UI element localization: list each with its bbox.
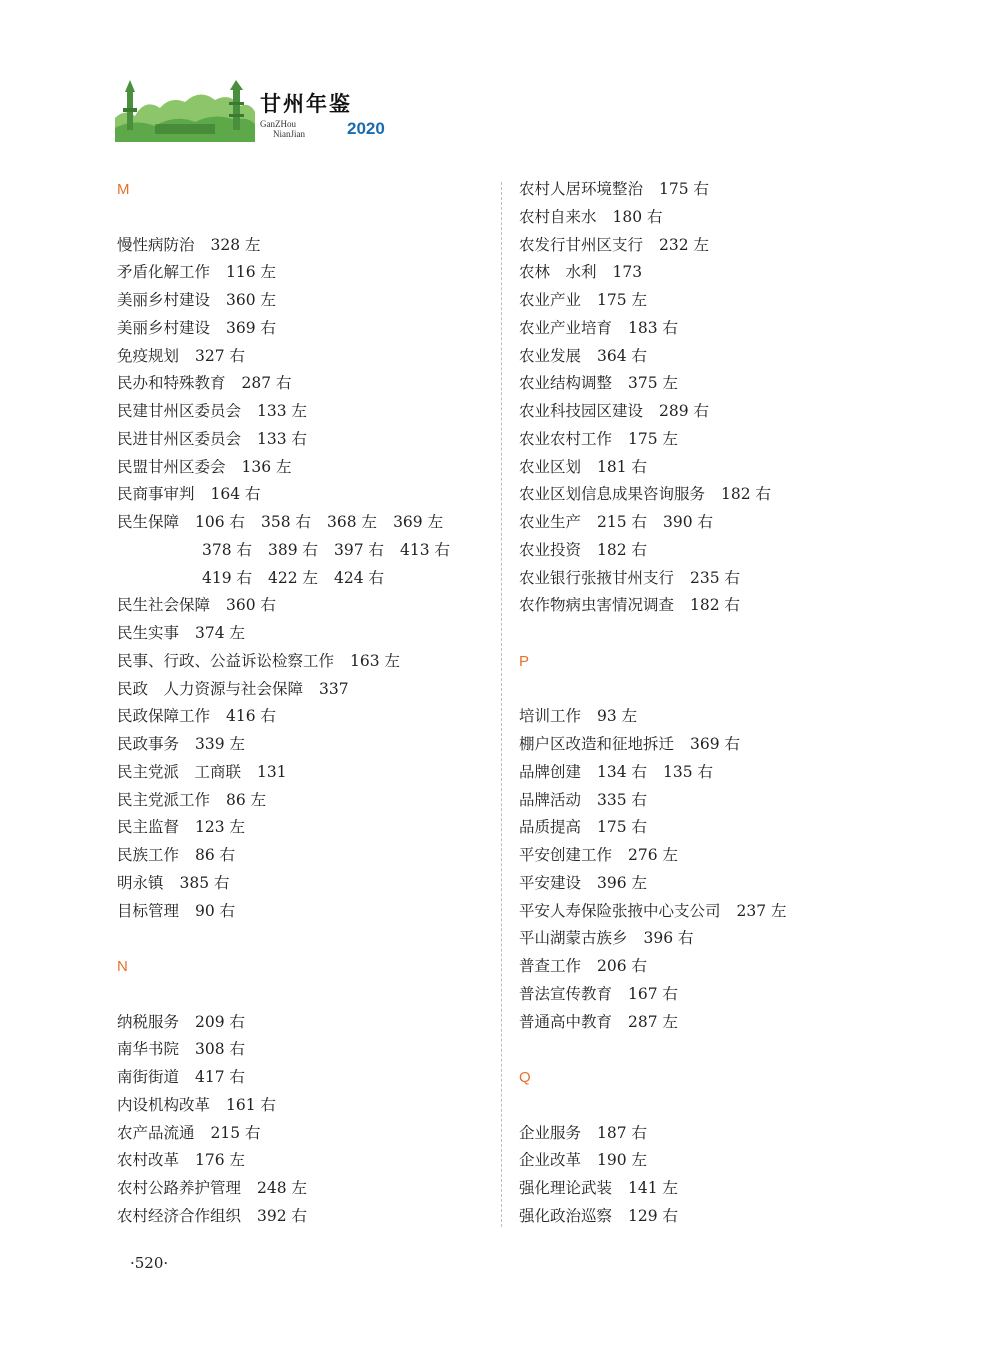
page-reference: 215 右 [210, 1123, 261, 1142]
index-term: 品牌活动 [519, 790, 582, 809]
page-reference: 369 右 [690, 735, 741, 753]
index-entry [519, 204, 959, 232]
index-term: 农发行甘州区支行 [519, 235, 644, 254]
index-term: 农业发展 [519, 346, 582, 365]
index-term: 民建甘州区委员会 [117, 402, 242, 420]
page-reference: 417 右 [195, 1068, 246, 1086]
yearbook-year: 2020 [347, 119, 385, 138]
yearbook-title-en-1: GanZHou [260, 119, 296, 129]
index-entry [519, 176, 959, 204]
index-term: 棚户区改造和征地拆迁 [519, 735, 675, 753]
index-entry [117, 842, 497, 870]
index-entry [117, 1092, 497, 1120]
index-entry [519, 870, 959, 898]
index-entry [519, 759, 959, 787]
page-reference: 136 左 [241, 457, 292, 476]
index-column-left [117, 176, 497, 1231]
page-reference: 339 左 [195, 735, 246, 753]
index-entry [519, 1147, 959, 1175]
index-entry [519, 481, 959, 509]
index-entry [519, 703, 959, 731]
index-term: 企业改革 [519, 1151, 582, 1170]
column-divider [501, 182, 502, 1227]
index-term: 普查工作 [519, 957, 582, 975]
page-reference: 164 右 [210, 485, 261, 504]
index-entry [519, 259, 959, 287]
page-reference: 368 左 [327, 513, 378, 531]
page-reference: 181 右 [597, 457, 648, 476]
index-entry [519, 814, 959, 842]
yearbook-title-cn: 甘州年鉴 [260, 91, 352, 116]
index-entry [519, 1009, 959, 1037]
page-reference: 86 右 [195, 846, 236, 864]
page-reference: 215 右 [597, 513, 648, 531]
index-term: 免疫规划 [117, 346, 180, 365]
index-entry [519, 1175, 959, 1203]
index-entry [117, 814, 497, 842]
index-term: 平安创建工作 [519, 846, 613, 864]
page-reference: 424 右 [334, 568, 385, 587]
page-reference: 419 右 [202, 568, 253, 587]
page-reference: 182 右 [690, 596, 741, 615]
section-entries [519, 176, 959, 620]
section-entries [519, 703, 959, 1036]
index-term: 南华书院 [117, 1040, 180, 1059]
index-entry [117, 1064, 497, 1092]
page-reference: 175 右 [597, 818, 648, 837]
page-reference: 135 右 [663, 762, 714, 781]
page-reference: 232 左 [659, 235, 710, 254]
index-term: 普通高中教育 [519, 1012, 613, 1031]
index-entry [117, 676, 497, 704]
index-entry [117, 1120, 497, 1148]
index-term: 民事、行政、公益诉讼检察工作 [117, 651, 335, 670]
page-reference: 134 右 [597, 762, 648, 781]
yearbook-title-en-2: NianJian [273, 129, 305, 139]
section-entries [117, 1009, 497, 1231]
index-entry [117, 481, 497, 509]
index-term: 农业农村工作 [519, 429, 613, 448]
page-reference: 385 右 [179, 873, 230, 892]
index-term: 农产品流通 [117, 1123, 195, 1142]
page-reference: 237 左 [736, 901, 787, 920]
index-entry [519, 426, 959, 454]
page-reference: 369 右 [226, 318, 277, 337]
page-reference: 335 右 [597, 790, 648, 809]
index-entry [117, 1009, 497, 1037]
index-entry [117, 1175, 497, 1203]
index-entry [519, 898, 959, 926]
index-entry [519, 537, 959, 565]
page-reference: 248 左 [257, 1179, 308, 1197]
index-term: 民政事务 [117, 735, 180, 753]
index-entry [519, 842, 959, 870]
page-header [115, 78, 415, 144]
index-term: 平安建设 [519, 873, 582, 892]
page-reference: 133 左 [257, 402, 308, 420]
index-entry [117, 703, 497, 731]
index-entry-continuation [117, 565, 497, 593]
page-reference: 106 右 [195, 513, 246, 531]
index-entry [117, 509, 497, 537]
index-entry [117, 259, 497, 287]
page-reference: 190 左 [597, 1151, 648, 1170]
page-reference: 327 右 [195, 346, 246, 365]
index-term: 民生保障 [117, 513, 180, 531]
page-reference: 123 左 [195, 818, 246, 837]
index-term: 民办和特殊教育 [117, 374, 226, 393]
index-term: 民主监督 [117, 818, 180, 837]
page-reference: 287 左 [628, 1012, 679, 1031]
page-reference: 86 左 [226, 790, 267, 809]
index-entry [117, 287, 497, 315]
index-column-right [519, 176, 959, 1231]
page-reference: 289 右 [659, 402, 710, 420]
index-entry [519, 592, 959, 620]
page-reference: 422 左 [268, 568, 319, 587]
section-letter: N [117, 958, 128, 975]
page-reference: 182 右 [597, 540, 648, 559]
page-reference: 360 左 [226, 291, 277, 309]
page-reference: 206 右 [597, 957, 648, 975]
index-term: 民主党派 工商联 [117, 762, 242, 781]
index-term: 农村经济合作组织 [117, 1206, 242, 1225]
index-entry [519, 731, 959, 759]
page-reference: 276 左 [628, 846, 679, 864]
index-term: 明永镇 [117, 873, 164, 892]
index-entry [519, 925, 959, 953]
page-reference: 175 右 [659, 180, 710, 198]
index-term: 普法宣传教育 [519, 984, 613, 1003]
index-entry [117, 759, 497, 787]
section-letter: M [117, 181, 130, 198]
page-reference: 235 右 [690, 568, 741, 587]
index-entry [519, 1203, 959, 1231]
index-term: 农业区划信息成果咨询服务 [519, 485, 706, 504]
index-entry [117, 315, 497, 343]
index-term: 美丽乡村建设 [117, 318, 211, 337]
index-term: 农村改革 [117, 1151, 180, 1170]
page-reference: 396 左 [597, 873, 648, 892]
index-term: 民主党派工作 [117, 790, 211, 809]
index-term: 民进甘州区委员会 [117, 429, 242, 448]
page-reference: 416 右 [226, 707, 277, 726]
index-term: 强化政治巡察 [519, 1206, 613, 1225]
index-entry [117, 370, 497, 398]
page-reference: 364 右 [597, 346, 648, 365]
index-term: 农村公路养护管理 [117, 1179, 242, 1197]
index-term: 民族工作 [117, 846, 180, 864]
index-entry [117, 731, 497, 759]
index-term: 纳税服务 [117, 1012, 180, 1031]
index-term: 南街街道 [117, 1068, 180, 1086]
index-term: 慢性病防治 [117, 235, 195, 254]
index-entry [117, 898, 497, 926]
index-term: 农业投资 [519, 540, 582, 559]
page-reference: 163 左 [350, 651, 401, 670]
index-entry [117, 787, 497, 815]
index-entry [117, 1036, 497, 1064]
index-term: 企业服务 [519, 1123, 582, 1142]
page-reference: 93 左 [597, 707, 638, 726]
page-reference: 360 右 [226, 596, 277, 615]
index-entry [117, 620, 497, 648]
index-entry [117, 454, 497, 482]
page-reference: 187 右 [597, 1123, 648, 1142]
index-term: 农作物病虫害情况调查 [519, 596, 675, 615]
index-term: 平安人寿保险张掖中心支公司 [519, 901, 721, 920]
page-number: ·520· [130, 1254, 169, 1272]
index-term: 农业产业培育 [519, 318, 613, 337]
index-term: 农业产业 [519, 291, 582, 309]
index-term: 品牌创建 [519, 762, 582, 781]
index-entry [519, 370, 959, 398]
index-entry [117, 592, 497, 620]
page-reference: 173 [612, 263, 643, 282]
page-reference: 175 左 [628, 429, 679, 448]
index-entry [519, 1120, 959, 1148]
page-reference: 141 左 [628, 1179, 679, 1197]
index-entry [117, 232, 497, 260]
page-reference: 358 右 [261, 513, 312, 531]
page-reference: 182 右 [721, 485, 772, 504]
page-reference: 183 右 [628, 318, 679, 337]
page-reference: 287 右 [241, 374, 292, 393]
index-term: 强化理论武装 [519, 1179, 613, 1197]
page-reference: 369 左 [393, 513, 444, 531]
page-reference: 374 左 [195, 624, 246, 642]
page-reference: 308 右 [195, 1040, 246, 1059]
index-entry [117, 398, 497, 426]
index-term: 民生实事 [117, 624, 180, 642]
index-term: 培训工作 [519, 707, 582, 726]
index-term: 平山湖蒙古族乡 [519, 929, 628, 948]
page-reference: 392 右 [257, 1206, 308, 1225]
index-entry [519, 454, 959, 482]
index-term: 目标管理 [117, 901, 180, 920]
index-term: 农林 水利 [519, 263, 597, 282]
index-term: 内设机构改革 [117, 1095, 211, 1114]
page-reference: 209 右 [195, 1012, 246, 1031]
page-reference: 396 右 [643, 929, 694, 948]
page-reference: 176 左 [195, 1151, 246, 1170]
page-reference: 390 右 [663, 513, 714, 531]
page-reference: 131 [257, 762, 287, 781]
page-reference: 116 左 [226, 263, 277, 282]
index-term: 民生社会保障 [117, 596, 211, 615]
index-entry [519, 953, 959, 981]
page-reference: 337 [319, 679, 349, 698]
index-term: 农业区划 [519, 457, 582, 476]
index-entry [519, 509, 959, 537]
index-entry [519, 981, 959, 1009]
index-entry [519, 787, 959, 815]
index-term: 农业生产 [519, 513, 582, 531]
index-entry [519, 565, 959, 593]
section-entries [117, 232, 497, 926]
page-reference: 328 左 [210, 235, 261, 254]
index-term: 矛盾化解工作 [117, 263, 211, 282]
index-entry [519, 315, 959, 343]
index-term: 品质提高 [519, 818, 582, 837]
page-reference: 375 左 [628, 374, 679, 393]
index-term: 民商事审判 [117, 485, 195, 504]
page-reference: 389 右 [268, 540, 319, 559]
index-term: 农业结构调整 [519, 374, 613, 393]
page-reference: 161 右 [226, 1095, 277, 1114]
page-reference: 175 左 [597, 291, 648, 309]
index-term: 农业科技园区建设 [519, 402, 644, 420]
page-reference: 413 右 [400, 540, 451, 559]
page-reference: 180 右 [612, 207, 663, 226]
index-entry [117, 343, 497, 371]
index-entry [117, 648, 497, 676]
index-entry [117, 870, 497, 898]
page-reference: 90 右 [195, 901, 236, 920]
index-entry [519, 343, 959, 371]
index-term: 民盟甘州区委会 [117, 457, 226, 476]
index-entry [117, 426, 497, 454]
index-entry-continuation [117, 537, 497, 565]
index-entry [519, 232, 959, 260]
index-entry [519, 398, 959, 426]
section-letter: Q [519, 1069, 531, 1086]
index-term: 民政保障工作 [117, 707, 211, 726]
page-reference: 167 右 [628, 984, 679, 1003]
index-term: 民政 人力资源与社会保障 [117, 679, 304, 698]
index-entry [117, 1203, 497, 1231]
page-reference: 378 右 [202, 540, 253, 559]
index-entry [117, 1147, 497, 1175]
page-reference: 133 右 [257, 429, 308, 448]
section-letter: P [519, 652, 530, 670]
index-term: 农村人居环境整治 [519, 180, 644, 198]
index-entry [519, 287, 959, 315]
index-term: 农村自来水 [519, 207, 597, 226]
section-entries [519, 1120, 959, 1231]
page-reference: 129 右 [628, 1206, 679, 1225]
page-reference: 397 右 [334, 540, 385, 559]
yearbook-logo-illustration [115, 78, 255, 142]
index-term: 农业银行张掖甘州支行 [519, 568, 675, 587]
index-term: 美丽乡村建设 [117, 291, 211, 309]
